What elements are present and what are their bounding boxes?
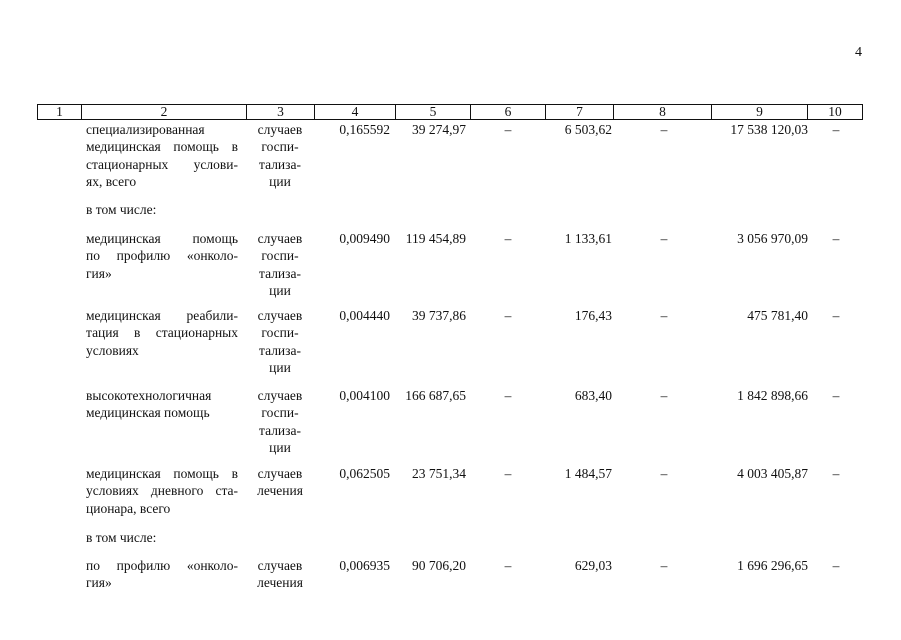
row-unit: [246, 230, 314, 299]
row-name-line: стационарных услови-: [86, 156, 238, 172]
row-unit-line: госпи-: [261, 139, 299, 155]
row-unit-line: лечения: [257, 575, 303, 591]
row-unit-line: госпи-: [261, 325, 299, 341]
row-unit-line: ции: [269, 359, 291, 375]
row-col7: 1 133,61: [564, 231, 612, 246]
row-col10: –: [832, 231, 840, 246]
row-unit-line: тализа-: [259, 156, 301, 172]
row-col9: 475 781,40: [747, 308, 808, 323]
row-name-line: условиях дневного ста-: [86, 483, 238, 499]
row-col8: –: [660, 388, 668, 403]
table-header-row: [37, 104, 863, 120]
row-col7: 683,40: [574, 388, 612, 403]
row-col6: –: [504, 388, 512, 403]
header-cell: 6: [471, 105, 546, 119]
row-name-line: гия»: [86, 575, 112, 591]
row-col10: –: [832, 558, 840, 573]
row-col4: 0,004100: [339, 388, 390, 403]
row-col6: –: [504, 308, 512, 323]
row-unit: [246, 387, 314, 456]
row-name-line: гия»: [86, 265, 112, 281]
row-name-line: ях, всего: [86, 173, 137, 189]
row-col5: 39 737,86: [412, 308, 466, 323]
row-col6: –: [504, 231, 512, 246]
row-name-line: по профилю «онколо-: [86, 558, 238, 573]
row-col8: –: [660, 558, 668, 573]
row-unit-line: случаев: [257, 122, 303, 137]
row-col9: 1 842 898,66: [737, 388, 808, 403]
row-col10: –: [832, 122, 840, 137]
row-col8: –: [660, 122, 668, 137]
row-name-line: высокотехнологичная: [86, 388, 212, 403]
row-unit-line: ции: [269, 282, 291, 298]
row-col4: 0,165592: [339, 122, 390, 137]
row-unit-line: ции: [269, 439, 291, 455]
row-name-line: медицинская помощь в: [86, 466, 238, 481]
row-unit-line: госпи-: [261, 405, 299, 421]
page-number: 4: [855, 45, 862, 60]
row-col9: 17 538 120,03: [730, 122, 808, 137]
row-name: [86, 387, 238, 422]
row-unit-line: случаев: [257, 308, 303, 323]
row-col7: 629,03: [574, 558, 612, 573]
row-name-line: медицинская помощь: [86, 231, 238, 246]
row-unit-line: случаев: [257, 388, 303, 403]
row-col9: 1 696 296,65: [737, 558, 808, 573]
row-unit-line: тализа-: [259, 265, 301, 281]
row-unit-line: случаев: [257, 558, 303, 573]
row-unit-line: случаев: [257, 231, 303, 246]
row-unit: [246, 121, 314, 190]
header-cell: 3: [247, 105, 315, 119]
row-col5: 23 751,34: [412, 466, 466, 481]
row-col8: –: [660, 231, 668, 246]
row-unit-line: случаев: [257, 466, 303, 481]
header-cell: 10: [828, 104, 842, 119]
row-col6: –: [504, 466, 512, 481]
row-col5: 166 687,65: [405, 388, 466, 403]
header-cell: 2: [82, 105, 247, 119]
row-name-line: условиях: [86, 342, 139, 358]
subhead: в том числе:: [86, 530, 157, 545]
row-name-line: тация в стационарных: [86, 325, 238, 341]
row-name-line: медицинская реабили-: [86, 308, 238, 323]
row-col5: 90 706,20: [412, 558, 466, 573]
header-cell: 7: [546, 105, 614, 119]
row-name: [86, 230, 238, 282]
row-unit: [246, 557, 314, 592]
header-cell: 5: [396, 105, 471, 119]
header-cell: 9: [712, 105, 808, 119]
row-col8: –: [660, 466, 668, 481]
header-cell: 4: [315, 105, 396, 119]
row-unit-line: ции: [269, 173, 291, 189]
row-col5: 119 454,89: [405, 231, 466, 246]
row-name-line: медицинская помощь в: [86, 139, 238, 155]
header-cell: 8: [614, 105, 712, 119]
row-col6: –: [504, 558, 512, 573]
row-name: [86, 307, 238, 359]
row-col9: 4 003 405,87: [737, 466, 808, 481]
row-col8: –: [660, 308, 668, 323]
row-col7: 6 503,62: [564, 122, 612, 137]
row-col10: –: [832, 388, 840, 403]
row-name: [86, 465, 238, 517]
row-unit-line: лечения: [257, 483, 303, 499]
header-cell: 1: [38, 105, 82, 119]
row-name-line: специализированная: [86, 122, 205, 137]
row-col5: 39 274,97: [412, 122, 466, 137]
row-col10: –: [832, 466, 840, 481]
row-col9: 3 056 970,09: [737, 231, 808, 246]
subhead: в том числе:: [86, 202, 157, 217]
row-col10: –: [832, 308, 840, 323]
row-unit-line: госпи-: [261, 248, 299, 264]
row-name: [86, 557, 238, 592]
row-unit: [246, 465, 314, 500]
row-col4: 0,004440: [339, 308, 390, 323]
row-unit-line: тализа-: [259, 422, 301, 438]
row-unit: [246, 307, 314, 376]
row-col4: 0,009490: [339, 231, 390, 246]
row-col6: –: [504, 122, 512, 137]
row-col4: 0,006935: [339, 558, 390, 573]
row-name-line: медицинская помощь: [86, 405, 210, 421]
row-col7: 1 484,57: [564, 466, 612, 481]
row-name: [86, 121, 238, 190]
row-unit-line: тализа-: [259, 342, 301, 358]
row-col7: 176,43: [574, 308, 612, 323]
row-name-line: по профилю «онколо-: [86, 248, 238, 264]
row-name-line: ционара, всего: [86, 500, 171, 516]
row-col4: 0,062505: [339, 466, 390, 481]
